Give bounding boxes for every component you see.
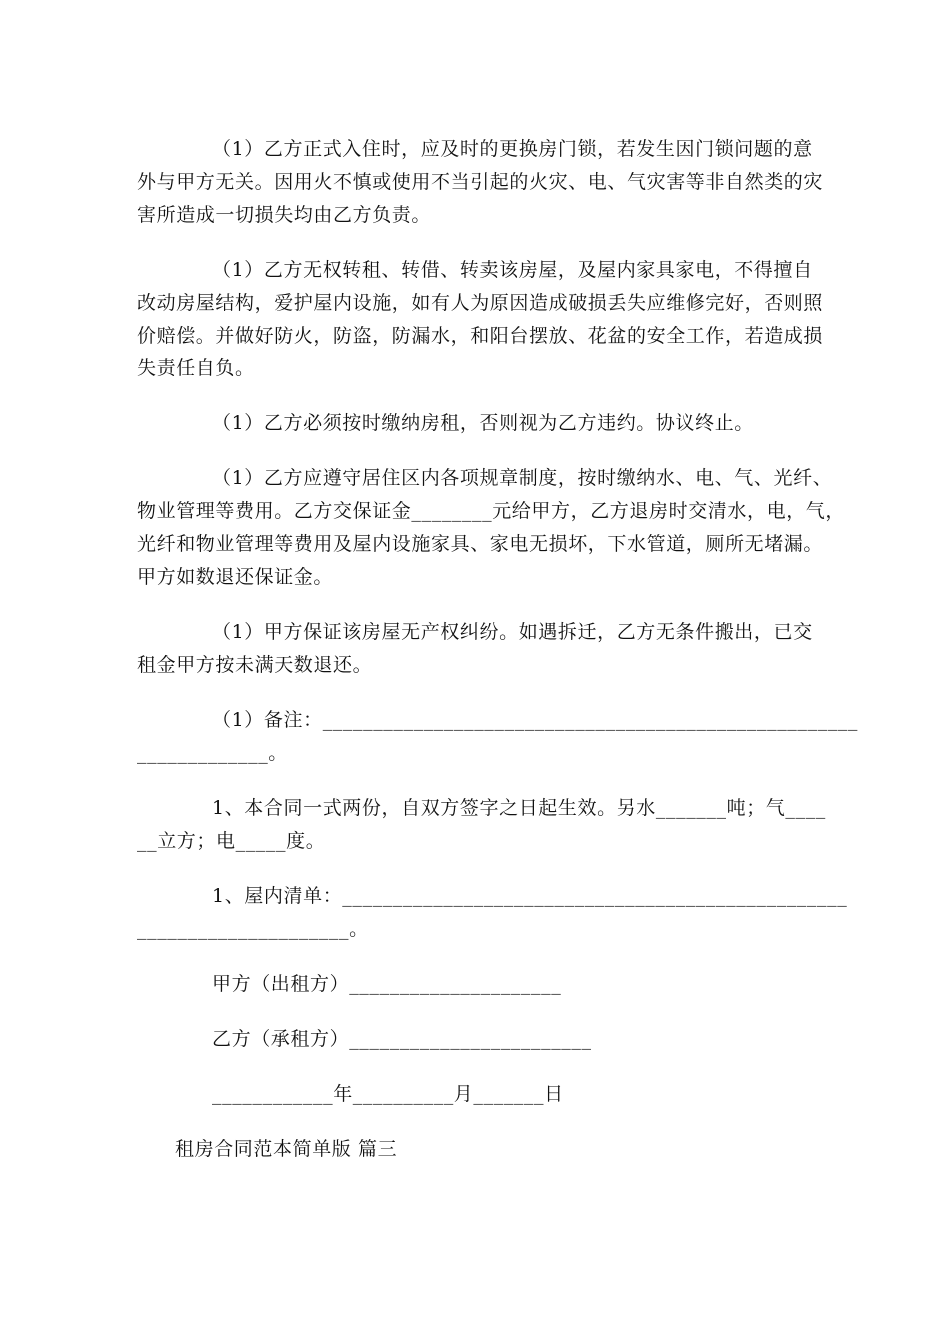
text-line: _____________________。 bbox=[137, 918, 369, 940]
text-line: 租金甲方按未满天数退还。 bbox=[137, 654, 373, 676]
text-line: （1）备注：_____________________________________________________ bbox=[212, 709, 858, 731]
text-line: 外与甲方无关。因用火不慎或使用不当引起的火灾、电、气灾害等非自然类的灾 bbox=[137, 171, 824, 193]
text-line: 物业管理等费用。乙方交保证金________元给甲方，乙方退房时交清水，电，气， bbox=[137, 500, 846, 522]
text-line: （1）乙方必须按时缴纳房租，否则视为乙方违约。协议终止。 bbox=[212, 412, 754, 434]
tenant-signature-line: 乙方（承租方）________________________ bbox=[212, 1028, 592, 1050]
text-line: 1、屋内清单：__________________________________________________ bbox=[212, 885, 848, 907]
text-line: （1）乙方无权转租、转借、转卖该房屋，及屋内家具家电，不得擅自 bbox=[212, 259, 813, 281]
text-line: 价赔偿。并做好防火，防盗，防漏水，和阳台摆放、花盆的安全工作，若造成损 bbox=[137, 325, 824, 347]
text-line: （1）乙方应遵守居住区内各项规章制度，按时缴纳水、电、气、光纤、 bbox=[212, 467, 833, 489]
text-line: 改动房屋结构，爱护屋内设施，如有人为原因造成破损丢失应维修完好，否则照 bbox=[137, 292, 824, 314]
text-line: （1）乙方正式入住时，应及时的更换房门锁，若发生因门锁问题的意 bbox=[212, 138, 813, 160]
text-line: _____________。 bbox=[137, 742, 288, 764]
text-line: __立方；电_____度。 bbox=[137, 830, 326, 852]
text-line: 甲方如数退还保证金。 bbox=[137, 566, 334, 588]
text-line: 1、本合同一式两份，自双方签字之日起生效。另水_______吨；气____ bbox=[212, 797, 826, 819]
section-heading: 租房合同范本简单版 篇三 bbox=[175, 1138, 398, 1160]
landlord-signature-line: 甲方（出租方）_____________________ bbox=[212, 973, 562, 995]
text-line: 光纤和物业管理等费用及屋内设施家具、家电无损坏，下水管道，厕所无堵漏。 bbox=[137, 533, 824, 555]
text-line: （1）甲方保证该房屋无产权纠纷。如遇拆迁，乙方无条件搬出，已交 bbox=[212, 621, 813, 643]
date-line: ____________年__________月_______日 bbox=[212, 1083, 564, 1105]
text-line: 失责任自负。 bbox=[137, 357, 255, 379]
text-line: 害所造成一切损失均由乙方负责。 bbox=[137, 204, 432, 226]
